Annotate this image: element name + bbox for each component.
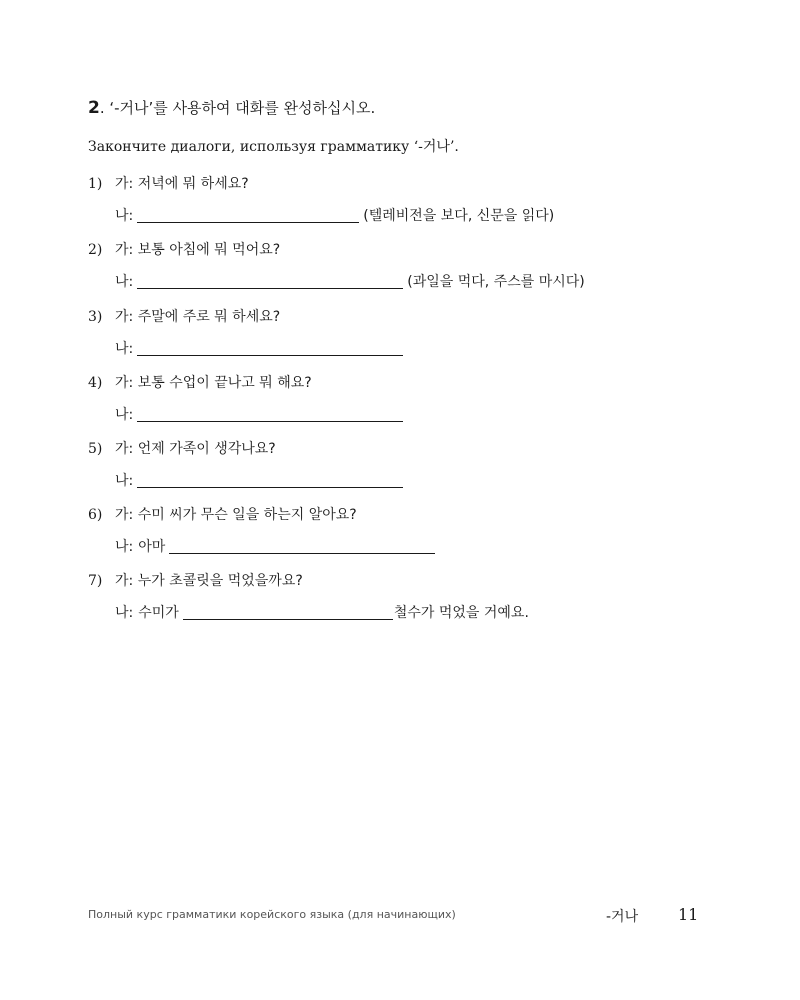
- dialogue-item: [88, 305, 407, 369]
- question-line: 가: 수미 씨가 무슨 일을 하는지 알아요?: [115, 507, 357, 523]
- item-index: 7): [88, 573, 103, 589]
- item-index: 4): [88, 375, 103, 391]
- answer-label: 나:: [115, 341, 134, 357]
- item-index: 2): [88, 242, 103, 258]
- answer-label: 나:: [115, 407, 134, 423]
- answer-label: 나:: [115, 473, 134, 489]
- answer-blank[interactable]: [137, 404, 403, 422]
- footer-book-title: Полный курс грамматики корейского языка (для начинающих): [88, 908, 456, 921]
- item-index: 1): [88, 176, 103, 192]
- answer-blank[interactable]: [137, 205, 359, 223]
- answer-blank[interactable]: [137, 470, 403, 488]
- answer-label: 나:: [115, 274, 134, 290]
- dialogue-item: [88, 569, 529, 633]
- page-number: 11: [678, 905, 699, 924]
- answer-label: 나:: [115, 539, 134, 555]
- item-index: 6): [88, 507, 103, 523]
- answer-label: 나:: [115, 605, 134, 621]
- item-index: 5): [88, 441, 103, 457]
- answer-blank[interactable]: [169, 536, 435, 554]
- answer-blank[interactable]: [137, 271, 403, 289]
- question-line: 가: 저녁에 뭐 하세요?: [115, 176, 249, 192]
- exercise-instruction-russian: Закончите диалоги, используя грамматику ‘-거나’.: [88, 139, 459, 155]
- dialogue-item: [88, 172, 554, 236]
- answer-blank[interactable]: [137, 338, 403, 356]
- answer-hint: (과일을 먹다, 주스를 마시다): [407, 274, 585, 290]
- dialogue-item: [88, 437, 407, 501]
- answer-hint: (텔레비전을 보다, 신문을 읽다): [363, 208, 555, 224]
- item-index: 3): [88, 309, 103, 325]
- answer-prefix: 수미가: [138, 605, 179, 621]
- answer-hint: 철수가 먹었을 거예요.: [393, 605, 529, 621]
- dialogue-item: [88, 371, 407, 435]
- footer-grammar-label: -거나: [606, 909, 639, 925]
- exercise-instruction-korean: [88, 98, 375, 118]
- dialogue-item: [88, 503, 439, 567]
- exercise-title: . ‘-거나’를 사용하여 대화를 완성하십시오.: [99, 99, 376, 117]
- exercise-number: 2: [88, 98, 100, 118]
- dialogue-item: [88, 238, 585, 302]
- question-line: 가: 주말에 주로 뭐 하세요?: [115, 309, 281, 325]
- question-line: 가: 언제 가족이 생각나요?: [115, 441, 276, 457]
- question-line: 가: 누가 초콜릿을 먹었을까요?: [115, 573, 303, 589]
- answer-label: 나:: [115, 208, 134, 224]
- question-line: 가: 보통 수업이 끝나고 뭐 해요?: [115, 375, 312, 391]
- answer-blank[interactable]: [183, 602, 393, 620]
- question-line: 가: 보통 아침에 뭐 먹어요?: [115, 242, 281, 258]
- answer-prefix: 아마: [138, 539, 166, 555]
